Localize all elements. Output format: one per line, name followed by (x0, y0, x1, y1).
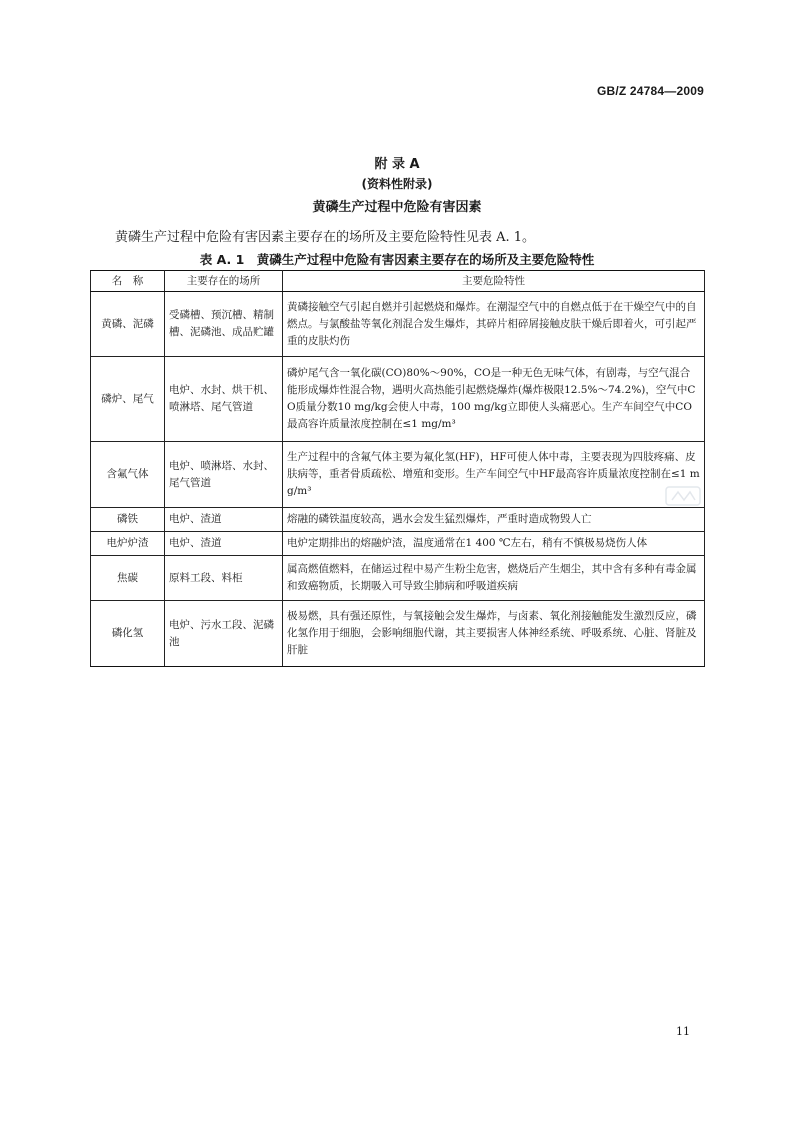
cell-name: 磷炉、尾气 (91, 357, 165, 442)
watermark-mark-icon (664, 483, 702, 509)
cell-hazard: 属高燃值燃料，在储运过程中易产生粉尘危害，燃烧后产生烟尘，其中含有多种有毒金属和致癌物质，长期吸入可导致尘肺病和呼吸道疾病 (283, 556, 705, 601)
cell-location: 电炉、喷淋塔、水封、尾气管道 (165, 442, 283, 508)
table-row (91, 292, 705, 357)
table-row (91, 601, 705, 667)
standard-code: GB/Z 24784—2009 (596, 84, 704, 98)
cell-location: 电炉、渣道 (165, 508, 283, 532)
cell-hazard: 极易燃，具有强还原性，与氧接触会发生爆炸，与卤素、氧化剂接触能发生激烈反应，磷化氢作用于细胞，会影响细胞代谢，其主要损害人体神经系统、呼吸系统、心脏、肾脏及肝脏 (283, 601, 705, 667)
cell-hazard: 熔融的磷铁温度较高，遇水会发生猛烈爆炸，严重时造成物毁人亡 (283, 508, 705, 532)
column-header-location: 主要存在的场所 (165, 271, 283, 292)
table-header-row (91, 271, 705, 292)
table-row (91, 556, 705, 601)
cell-hazard: 黄磷接触空气引起自燃并引起燃烧和爆炸。在潮湿空气中的自燃点低于在干燥空气中的自燃点。与氯酸盐等氧化剂混合发生爆炸，其碎片相碎屑接触皮肤干燥后即着火，可引起严重的皮肤灼伤 (283, 292, 705, 357)
table-row (91, 532, 705, 556)
cell-name: 焦碳 (91, 556, 165, 601)
cell-hazard: 电炉定期排出的熔融炉渣，温度通常在1 400 ℃左右，稍有不慎极易烧伤人体 (283, 532, 705, 556)
watermark-logo (664, 483, 702, 509)
appendix-subtitle: (资料性附录) (361, 177, 433, 191)
cell-name: 磷铁 (91, 508, 165, 532)
column-header-name: 名 称 (91, 271, 165, 292)
page-number: 11 (676, 1025, 690, 1038)
appendix-heading: 黄磷生产过程中危险有害因素 (312, 200, 482, 215)
table-row (91, 357, 705, 442)
cell-hazard: 磷炉尾气含一氧化碳(CO)80%～90%，CO是一种无色无味气体，有剧毒，与空气混合能形成爆炸性混合物，遇明火高热能引起燃烧爆炸(爆炸极限12.5%～74.2%)，空气中CO质量分数10 mg/kg会使人中毒，100 mg/kg立即使人头痛恶心。生产车间空气中CO最高容许质量浓度控制在≤1 mg/m³ (283, 357, 705, 442)
cell-location: 受磷槽、预沉槽、精制槽、泥磷池、成品贮罐 (165, 292, 283, 357)
hazard-table (90, 270, 705, 667)
cell-name: 含氟气体 (91, 442, 165, 508)
table-row (91, 508, 705, 532)
cell-name: 电炉炉渣 (91, 532, 165, 556)
column-header-hazard: 主要危险特性 (283, 271, 705, 292)
cell-name: 磷化氢 (91, 601, 165, 667)
appendix-title: 附 录 A (374, 157, 420, 172)
cell-name: 黄磷、泥磷 (91, 292, 165, 357)
cell-hazard: 生产过程中的含氟气体主要为氟化氢(HF)，HF可使人体中毒，主要表现为四肢疼痛、皮肤病等，重者骨质疏松、增殖和变形。生产车间空气中HF最高容许质量浓度控制在≤1 mg/m³ (283, 442, 705, 508)
cell-location: 电炉、污水工段、泥磷池 (165, 601, 283, 667)
cell-location: 原料工段、料柜 (165, 556, 283, 601)
table-row (91, 442, 705, 508)
cell-location: 电炉、渣道 (165, 532, 283, 556)
cell-location: 电炉、水封、烘干机、喷淋塔、尾气管道 (165, 357, 283, 442)
table-caption: 表 A. 1 黄磷生产过程中危险有害因素主要存在的场所及主要危险特性 (199, 252, 595, 267)
intro-paragraph: 黄磷生产过程中危险有害因素主要存在的场所及主要危险特性见表 A. 1。 (115, 230, 536, 245)
